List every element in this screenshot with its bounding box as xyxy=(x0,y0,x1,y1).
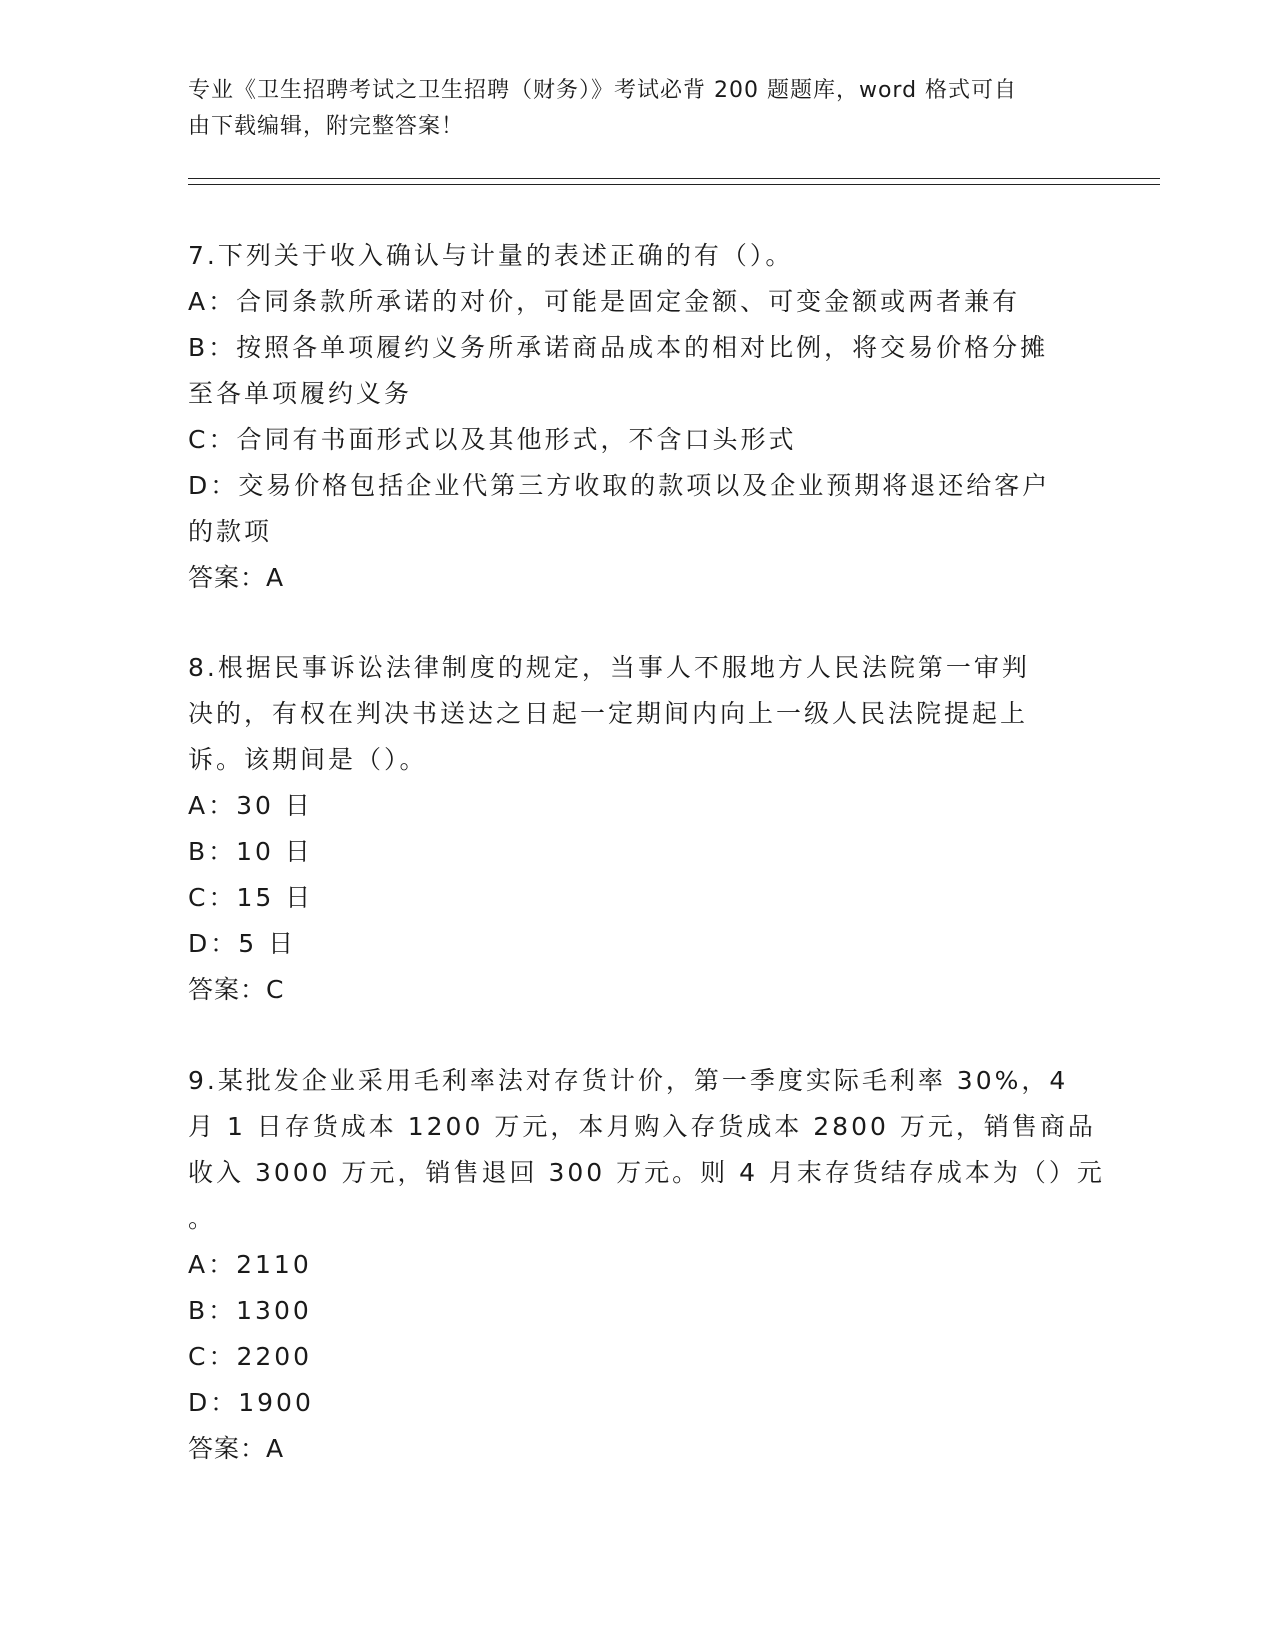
option-c: C：2200 xyxy=(188,1342,313,1371)
option-c: C：合同有书面形式以及其他形式，不含口头形式 xyxy=(188,425,797,454)
option-c: C：15 日 xyxy=(188,883,314,912)
question-8 xyxy=(188,645,1088,1013)
answer: 答案：A xyxy=(188,563,285,592)
question-9 xyxy=(188,1058,1105,1472)
option-d: D：交易价格包括企业代第三方收取的款项以及企业预期将退还给客户 xyxy=(188,471,1051,500)
question-stem-continued: 月 1 日存货成本 1200 万元，本月购入存货成本 2800 万元，销售商品 xyxy=(188,1112,1096,1141)
option-a: A：2110 xyxy=(188,1250,312,1279)
answer: 答案：C xyxy=(188,975,285,1004)
question-stem-continued: 。 xyxy=(188,1204,217,1233)
option-d: D：5 日 xyxy=(188,929,297,958)
header-divider xyxy=(188,178,1160,185)
answer: 答案：A xyxy=(188,1434,285,1463)
header-line-1: 专业《卫生招聘考试之卫生招聘（财务）》考试必背 200 题题库，word 格式可自 xyxy=(188,78,1018,103)
option-b: B：1300 xyxy=(188,1296,312,1325)
question-stem-continued: 诉。该期间是（）。 xyxy=(188,745,428,774)
question-7 xyxy=(188,233,1088,601)
question-stem: 8.根据民事诉讼法律制度的规定，当事人不服地方人民法院第一审判 xyxy=(188,653,1030,682)
option-b: B：按照各单项履约义务所承诺商品成本的相对比例，将交易价格分摊 xyxy=(188,333,1049,362)
option-d-continued: 的款项 xyxy=(188,517,273,546)
header-line-2: 由下载编辑，附完整答案！ xyxy=(188,114,465,139)
document-header xyxy=(188,73,1068,145)
option-a: A：合同条款所承诺的对价，可能是固定金额、可变金额或两者兼有 xyxy=(188,287,1021,316)
question-stem: 7.下列关于收入确认与计量的表述正确的有（）。 xyxy=(188,241,794,270)
question-stem-continued: 决的，有权在判决书送达之日起一定期间内向上一级人民法院提起上 xyxy=(188,699,1029,728)
question-stem: 9.某批发企业采用毛利率法对存货计价，第一季度实际毛利率 30%，4 xyxy=(188,1066,1069,1095)
question-stem-continued: 收入 3000 万元，销售退回 300 万元。则 4 月末存货结存成本为（）元 xyxy=(188,1158,1105,1187)
option-b-continued: 至各单项履约义务 xyxy=(188,379,413,408)
option-a: A：30 日 xyxy=(188,791,313,820)
option-b: B：10 日 xyxy=(188,837,313,866)
option-d: D：1900 xyxy=(188,1388,314,1417)
